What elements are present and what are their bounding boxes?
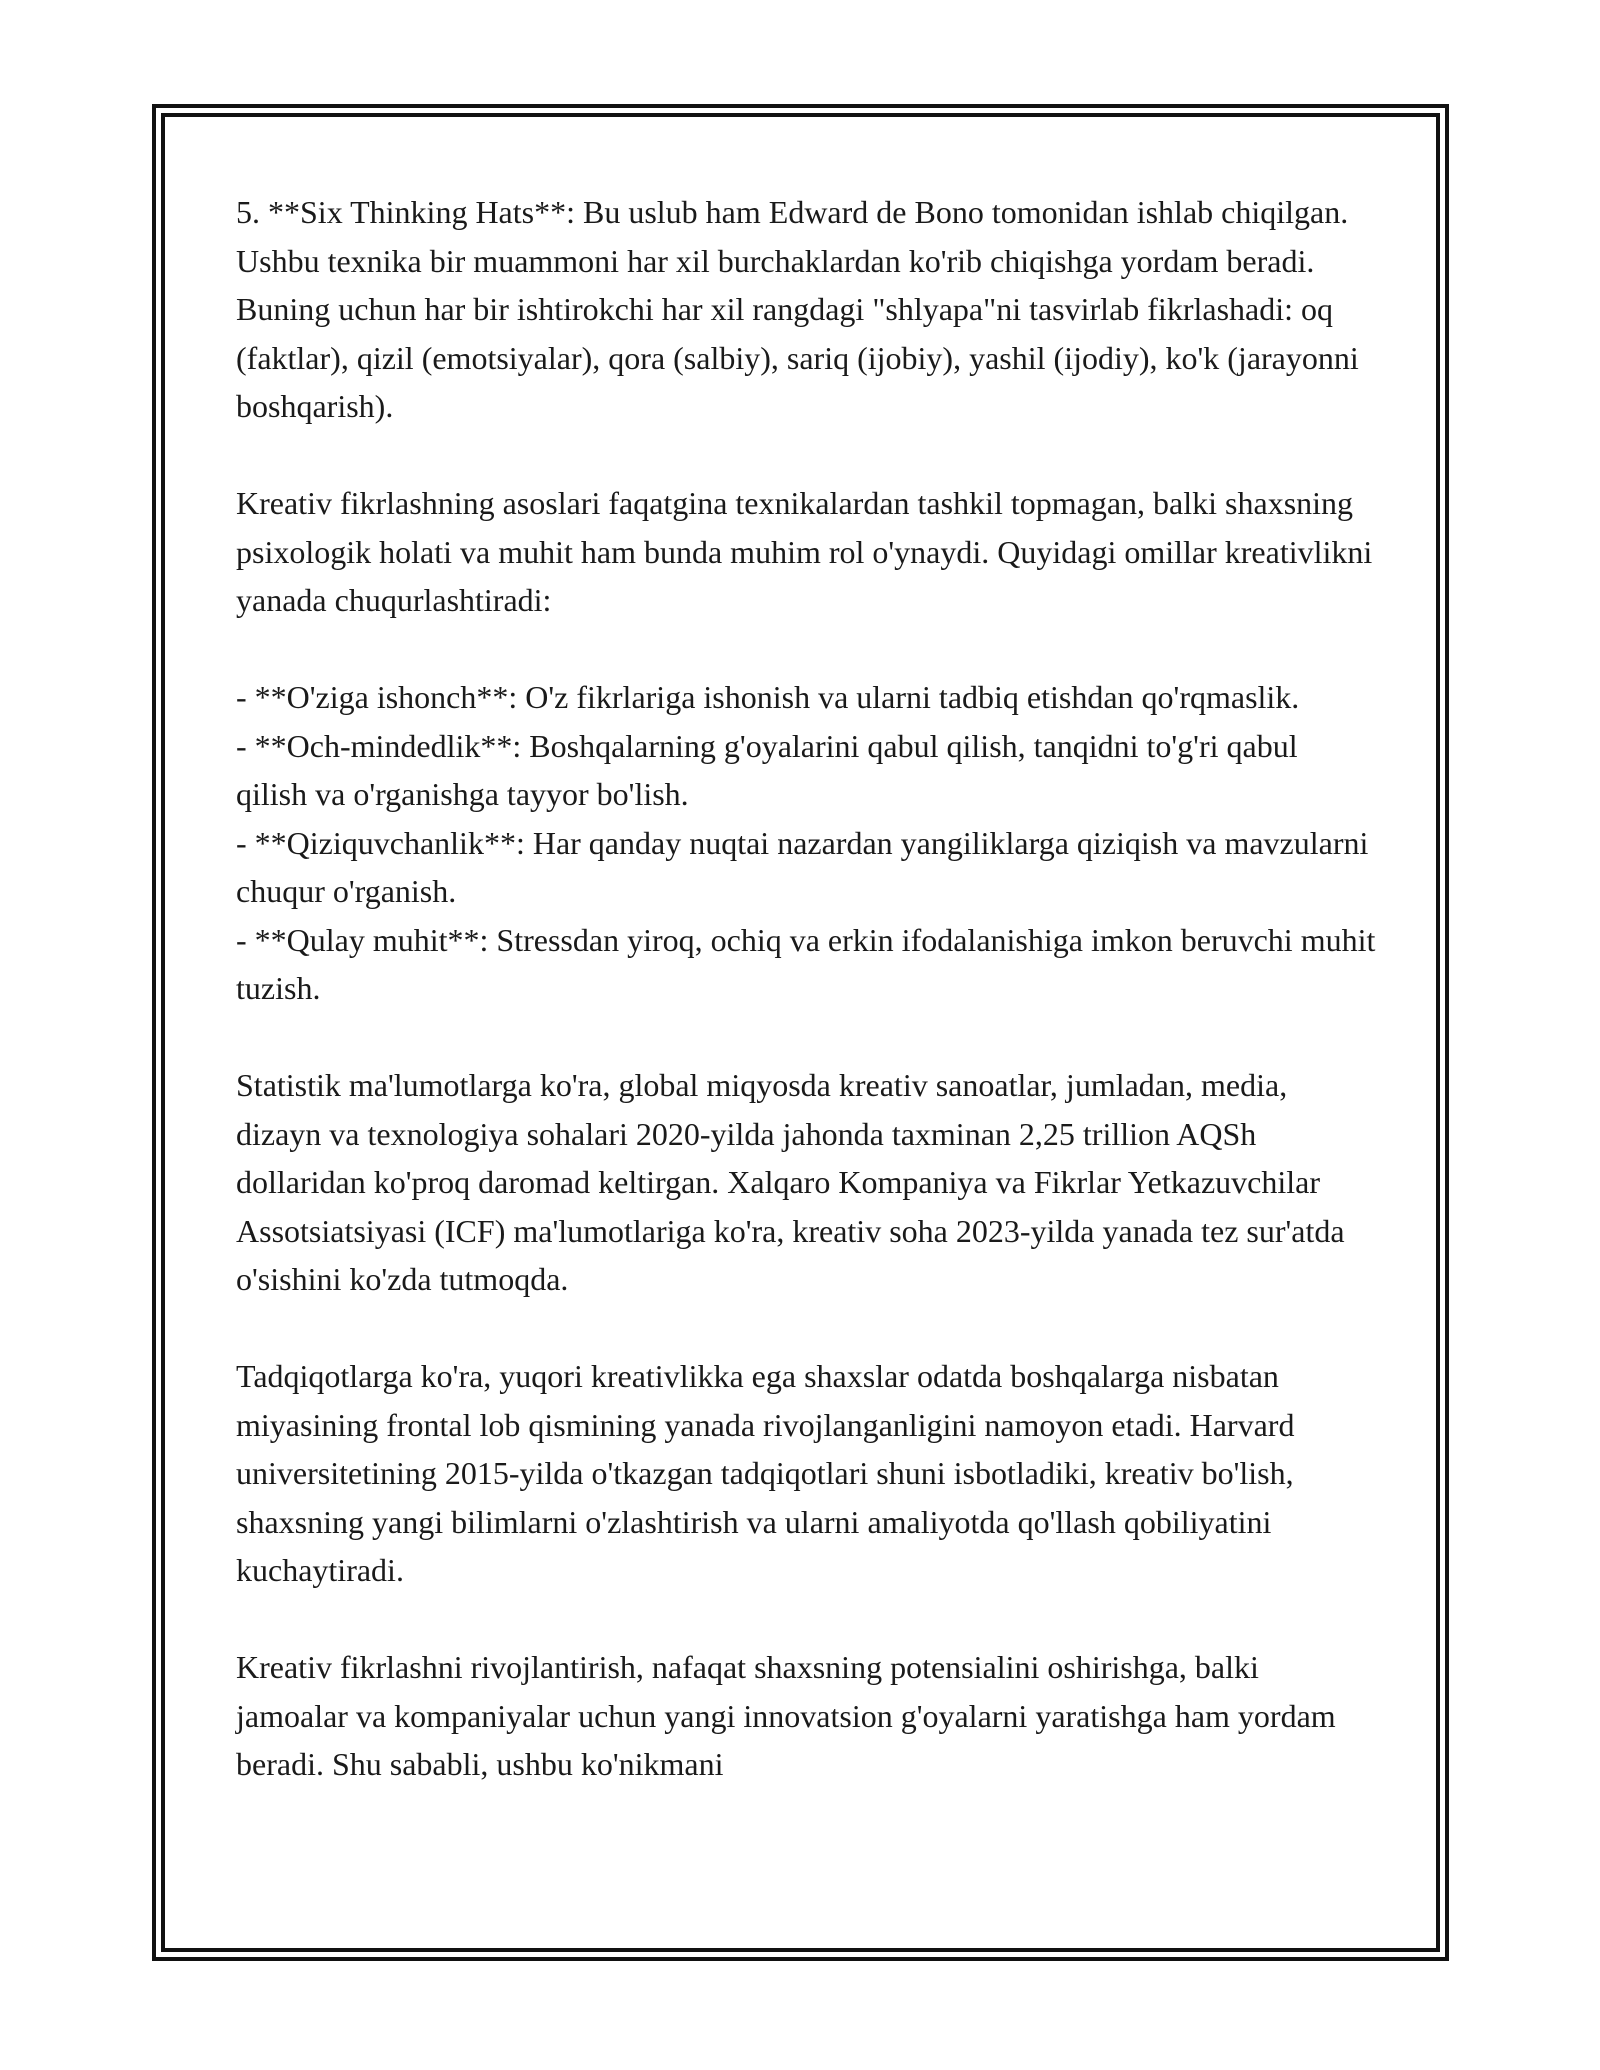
list-item-comfortable-environment: - **Qulay muhit**: Stressdan yiroq, ochiq va erkin ifodalanishiga imkon beruvchi muhit tuzish. xyxy=(236,921,1376,1006)
document-body xyxy=(236,188,1376,1837)
list-item-curiosity: - **Qiziquvchanlik**: Har qanday nuqtai nazardan yangiliklarga qiziqish va mavzularni chuqur o'rganish. xyxy=(236,824,1369,909)
paragraph-creative-foundations: Kreativ fikrlashning asoslari faqatgina texnikalardan tashkil topmagan, balki shaxsning psixologik holati va muhit ham bunda muhim rol o'ynaydi. Quyidagi omillar kreativlikni yanada chuqurlashtiradi: xyxy=(236,485,1373,618)
paragraph-statistics: Statistik ma'lumotlarga ko'ra, global miqyosda kreativ sanoatlar, jumladan, media, dizayn va texnologiya sohalari 2020-yilda jahonda taxminan 2,25 trillion AQSh dollaridan ko'proq daromad keltirgan. Xalqaro Kompaniya va Fikrlar Yetkazuvchilar Assotsiatsiyasi (ICF) ma'lumotlariga ko'ra, kreativ soha 2023-yilda yanada tez sur'atda o'sishini ko'zda tutmoqda. xyxy=(236,1067,1345,1297)
list-item-open-mindedness: - **Och-mindedlik**: Boshqalarning g'oyalarini qabul qilish, tanqidni to'g'ri qabul qilish va o'rganishga tayyor bo'lish. xyxy=(236,727,1298,812)
paragraph-research: Tadqiqotlarga ko'ra, yuqori kreativlikka ega shaxslar odatda boshqalarga nisbatan miyasining frontal lob qismining yanada rivojlanganligini namoyon etadi. Harvard universitetining 2015-yilda o'tkazgan tadqiqotlari shuni isbotladiki, kreativ bo'lish, shaxsning yangi bilimlarni o'zlashtirish va ularni amaliyotda qo'llash qobiliyatini kuchaytiradi. xyxy=(236,1358,1295,1588)
paragraph-six-thinking-hats: 5. **Six Thinking Hats**: Bu uslub ham Edward de Bono tomonidan ishlab chiqilgan. Ushbu texnika bir muammoni har xil burchaklardan ko'rib chiqishga yordam beradi. Buning uchun har bir ishtirokchi har xil rangdagi "shlyapa"ni tasvirlab fikrlashadi: oq (faktlar), qizil (emotsiyalar), qora (salbiy), sariq (ijobiy), yashil (ijodiy), ko'k (jarayonni boshqarish). xyxy=(236,194,1359,424)
list-item-self-confidence: - **O'ziga ishonch**: O'z fikrlariga ishonish va ularni tadbiq etishdan qo'rqmaslik. xyxy=(236,679,1300,715)
paragraph-conclusion: Kreativ fikrlashni rivojlantirish, nafaqat shaxsning potensialini oshirishga, balki jamoalar va kompaniyalar uchun yangi innovatsion g'oyalarni yaratishga ham yordam beradi. Shu sababli, ushbu ko'nikmani xyxy=(236,1649,1336,1782)
